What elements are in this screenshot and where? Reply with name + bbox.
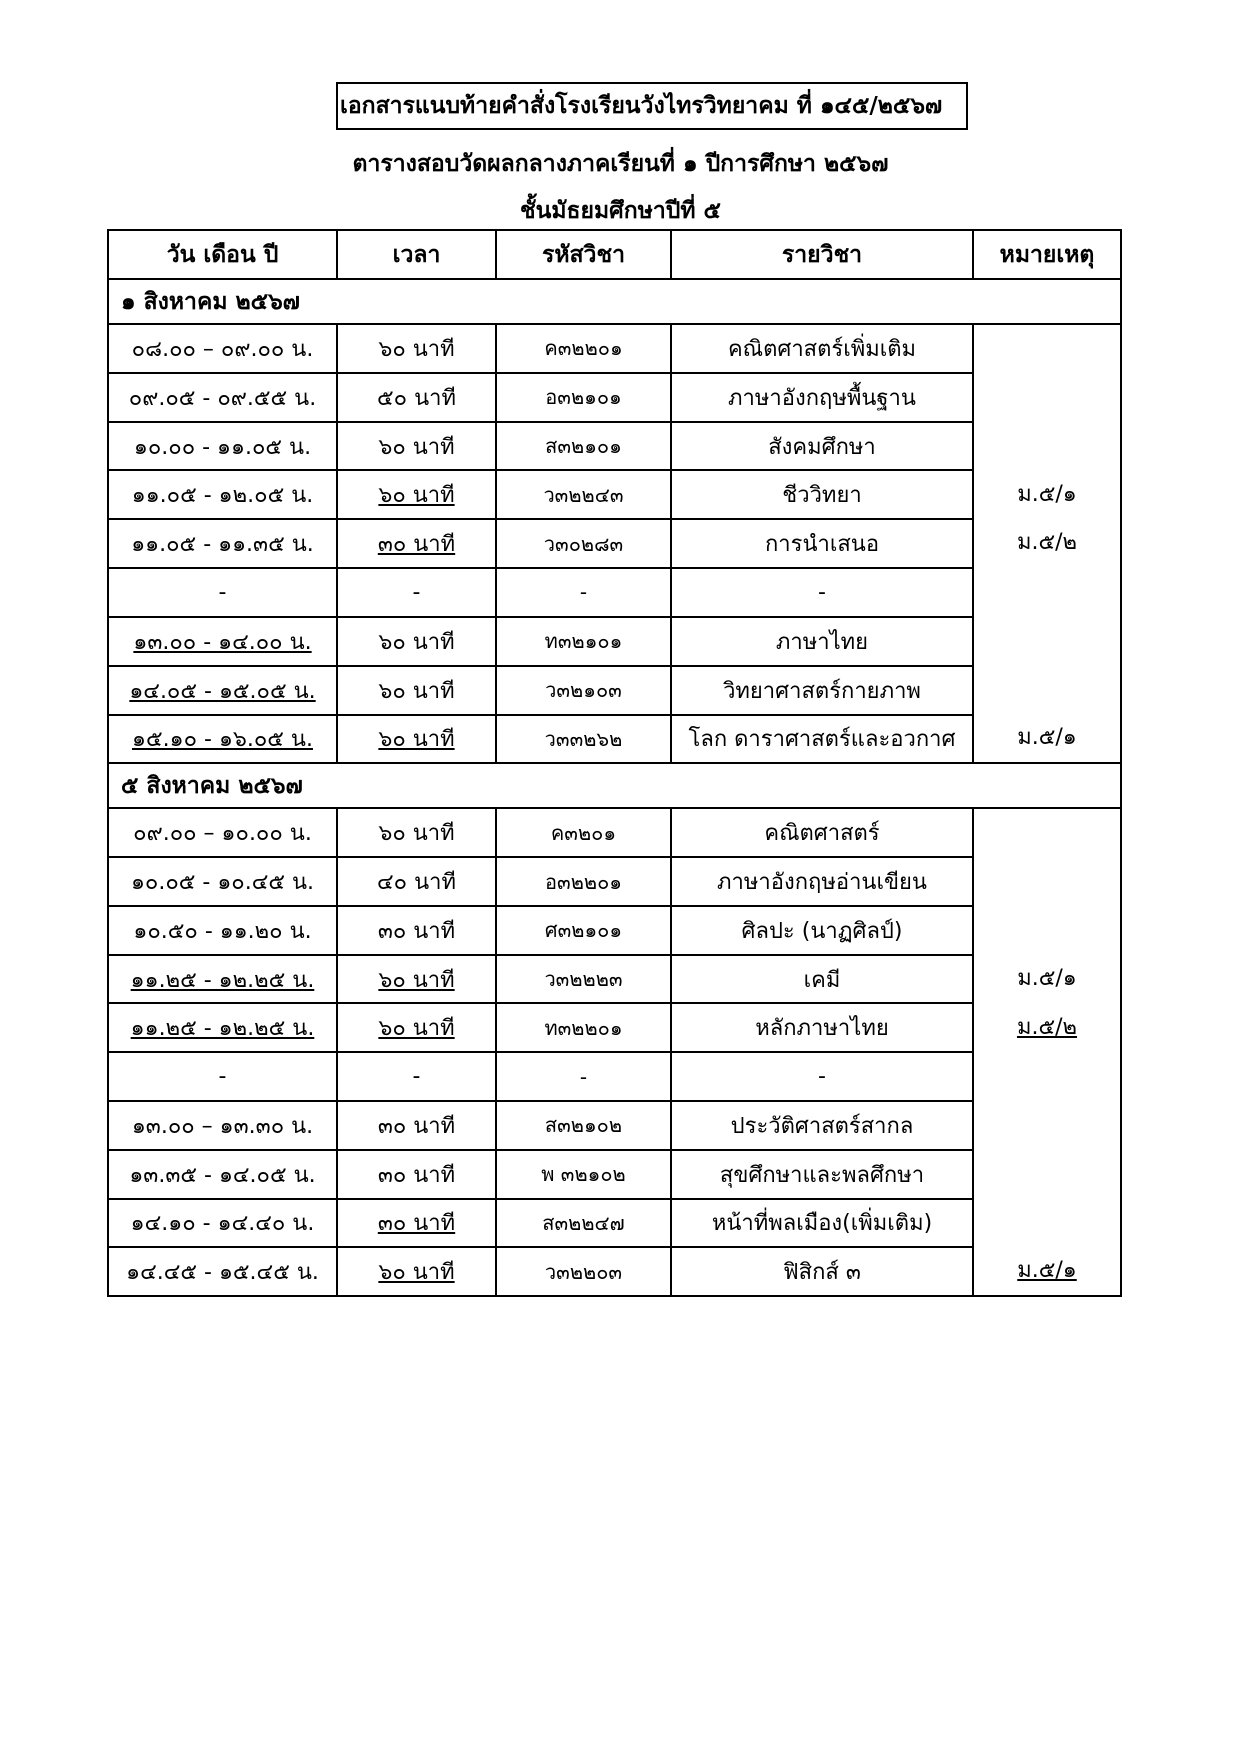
exam-duration: ๖๐ นาที (378, 967, 455, 993)
subject-code: อ๓๒๑๐๑ (496, 373, 671, 422)
duration-cell (337, 1199, 496, 1248)
time-cell (108, 568, 337, 617)
table-row (108, 470, 1121, 519)
subject-name: คณิตศาสตร์เพิ่มเติม (671, 324, 973, 373)
remark-class: ม.๕/๑ (1017, 481, 1077, 507)
duration-cell (337, 1101, 496, 1150)
exam-time: ๑๑.๐๕ - ๑๒.๐๕ น. (131, 483, 314, 509)
table-row (108, 1247, 1121, 1296)
table-row (108, 715, 1121, 764)
document-title: ตารางสอบวัดผลกลางภาคเรียนที่ ๑ ปีการศึกษา ๒๕๖๗ (352, 151, 889, 177)
table-row (108, 857, 1121, 906)
remark-cell (973, 808, 1121, 1296)
subject-code: ส๓๒๑๐๒ (496, 1101, 671, 1150)
subject-code: ส๓๒๑๐๑ (496, 422, 671, 471)
exam-duration: ๓๐ นาที (377, 1162, 456, 1188)
subject-name: ชีววิทยา (671, 470, 973, 519)
subject-code: ค๓๒๒๐๑ (496, 324, 671, 373)
table-row (108, 1003, 1121, 1052)
time-cell (108, 666, 337, 715)
time-cell (108, 1003, 337, 1052)
exam-duration: ๖๐ นาที (378, 629, 455, 655)
subject-code: ว๓๓๒๖๒ (496, 715, 671, 764)
subject-code: ท๓๒๑๐๑ (496, 617, 671, 666)
exam-duration: ๕๐ นาที (377, 385, 456, 411)
exam-duration: ๓๐ นาที (377, 1211, 456, 1237)
exam-time: ๐๙.๐๐ – ๑๐.๐๐ น. (133, 821, 312, 847)
time-cell (108, 715, 337, 764)
table-body (108, 279, 1121, 1296)
duration-cell (337, 808, 496, 857)
time-cell (108, 1150, 337, 1199)
time-cell (108, 470, 337, 519)
table-row (108, 1052, 1121, 1101)
table-row (108, 955, 1121, 1004)
table-row (108, 666, 1121, 715)
subject-name: ประวัติศาสตร์สากล (671, 1101, 973, 1150)
exam-time: ๐๘.๐๐ – ๐๙.๐๐ น. (131, 336, 314, 362)
duration-cell (337, 1003, 496, 1052)
time-cell (108, 857, 337, 906)
remark-class (978, 907, 1116, 956)
subject-code: ค๓๒๐๑ (496, 808, 671, 857)
remark-class (978, 665, 1116, 714)
exam-time: - (218, 1064, 227, 1090)
remark-class (978, 1052, 1116, 1101)
table-row (108, 1150, 1121, 1199)
exam-time: ๑๔.๑๐ - ๑๔.๔๐ น. (130, 1211, 315, 1237)
subject-code: ส๓๒๒๔๗ (496, 1199, 671, 1248)
header-remark: หมายเหตุ (973, 230, 1121, 279)
subject-name: สุขศึกษาและพลศึกษา (671, 1150, 973, 1199)
remark-class (978, 1198, 1116, 1247)
table-row (108, 373, 1121, 422)
subject-name: หน้าที่พลเมือง(เพิ่มเติม) (671, 1199, 973, 1248)
remark-class (978, 325, 1116, 374)
exam-duration: ๖๐ นาที (378, 1016, 455, 1042)
subject-name: - (671, 1052, 973, 1101)
exam-duration: ๖๐ นาที (378, 821, 455, 847)
remark-class (978, 809, 1116, 858)
duration-cell (337, 1247, 496, 1296)
table-row (108, 906, 1121, 955)
exam-time: ๑๐.๐๐ - ๑๑.๐๕ น. (133, 434, 312, 460)
subject-name: ภาษาอังกฤษพื้นฐาน (671, 373, 973, 422)
table-row (108, 422, 1121, 471)
table-row (108, 324, 1121, 373)
subject-code: ว๓๒๒๒๓ (496, 955, 671, 1004)
subject-code: ว๓๒๒๔๓ (496, 470, 671, 519)
duration-cell (337, 1052, 496, 1101)
time-cell (108, 906, 337, 955)
exam-duration: ๓๐ นาที (377, 1113, 456, 1139)
time-cell (108, 1247, 337, 1296)
exam-duration: ๖๐ นาที (378, 483, 455, 509)
subject-name: สังคมศึกษา (671, 422, 973, 471)
table-row (108, 568, 1121, 617)
subject-code: ว๓๒๑๐๓ (496, 666, 671, 715)
exam-duration: ๓๐ นาที (377, 532, 456, 558)
subject-code: - (496, 568, 671, 617)
duration-cell (337, 617, 496, 666)
exam-schedule-table (107, 229, 1122, 1297)
time-cell (108, 1052, 337, 1101)
header-row (108, 230, 1121, 279)
exam-time: ๑๑.๐๕ - ๑๑.๓๕ น. (131, 532, 314, 558)
remark-class: ม.๕/๑ (1017, 966, 1077, 992)
subject-code: - (496, 1052, 671, 1101)
header-subject-code: รหัสวิชา (496, 230, 671, 279)
subject-code: อ๓๒๒๐๑ (496, 857, 671, 906)
exam-time: ๑๕.๑๐ - ๑๖.๐๕ น. (132, 727, 313, 753)
date-row (108, 279, 1121, 324)
exam-duration: ๖๐ นาที (378, 727, 455, 753)
exam-time: ๑๓.๐๐ – ๑๓.๓๐ น. (131, 1113, 314, 1139)
duration-cell (337, 470, 496, 519)
subject-code: ว๓๒๒๐๓ (496, 1247, 671, 1296)
duration-cell (337, 373, 496, 422)
time-cell (108, 519, 337, 568)
table-row (108, 519, 1121, 568)
document-reference-box: เอกสารแนบท้ายคำสั่งโรงเรียนวังไทรวิทยาคม ที่ ๑๔๕/๒๕๖๗ (336, 82, 968, 130)
exam-time: ๑๓.๓๕ - ๑๔.๐๕ น. (129, 1162, 316, 1188)
table-row (108, 1101, 1121, 1150)
table-row (108, 617, 1121, 666)
header-subject: รายวิชา (671, 230, 973, 279)
duration-cell (337, 715, 496, 764)
exam-time: ๑๑.๒๕ - ๑๒.๒๕ น. (130, 967, 315, 993)
time-cell (108, 955, 337, 1004)
exam-time: - (218, 579, 227, 605)
remark-class (978, 568, 1116, 617)
subject-name: ภาษาอังกฤษอ่านเขียน (671, 857, 973, 906)
exam-date: ๑ สิงหาคม ๒๕๖๗ (108, 279, 1121, 324)
exam-duration: ๔๐ นาที (377, 870, 456, 896)
exam-time: ๑๓.๐๐ - ๑๔.๐๐ น. (133, 629, 312, 655)
time-cell (108, 1101, 337, 1150)
exam-duration: ๖๐ นาที (378, 336, 455, 362)
exam-time: ๑๔.๐๕ - ๑๕.๐๕ น. (129, 678, 316, 704)
duration-cell (337, 519, 496, 568)
duration-cell (337, 568, 496, 617)
time-cell (108, 808, 337, 857)
remark-class (978, 1150, 1116, 1199)
subject-name: โลก ดาราศาสตร์และอวกาศ (671, 715, 973, 764)
exam-time: ๑๑.๒๕ - ๑๒.๒๕ น. (130, 1016, 315, 1042)
duration-cell (337, 857, 496, 906)
duration-cell (337, 666, 496, 715)
subject-name: ภาษาไทย (671, 617, 973, 666)
remark-class (978, 858, 1116, 907)
remark-class: ม.๕/๒ (1016, 1014, 1078, 1040)
subject-name: ฟิสิกส์ ๓ (671, 1247, 973, 1296)
duration-cell (337, 422, 496, 471)
remark-cell (973, 324, 1121, 763)
exam-duration: ๖๐ นาที (378, 678, 455, 704)
exam-duration: ๖๐ นาที (378, 1260, 455, 1286)
remark-class (978, 374, 1116, 423)
duration-cell (337, 906, 496, 955)
time-cell (108, 324, 337, 373)
subject-name: ศิลปะ (นาฏศิลป์) (671, 906, 973, 955)
exam-duration: - (412, 579, 421, 605)
remark-class (978, 422, 1116, 471)
duration-cell (337, 955, 496, 1004)
remark-class: ม.๕/๑ (1017, 724, 1077, 750)
subject-name: หลักภาษาไทย (671, 1003, 973, 1052)
header-date: วัน เดือน ปี (108, 230, 337, 279)
table-row (108, 1199, 1121, 1248)
subject-code: ท๓๒๒๐๑ (496, 1003, 671, 1052)
remark-class: ม.๕/๒ (1016, 530, 1078, 556)
exam-duration: - (412, 1064, 421, 1090)
header-time: เวลา (337, 230, 496, 279)
document-subtitle: ชั้นมัธยมศึกษาปีที่ ๕ (520, 198, 721, 224)
remark-class (978, 617, 1116, 666)
time-cell (108, 373, 337, 422)
remark-class: ม.๕/๑ (1017, 1257, 1077, 1283)
time-cell (108, 1199, 337, 1248)
duration-cell (337, 1150, 496, 1199)
time-cell (108, 422, 337, 471)
exam-time: ๑๐.๐๕ - ๑๐.๔๕ น. (130, 870, 315, 896)
exam-duration: ๓๐ นาที (377, 918, 456, 944)
exam-time: ๑๔.๔๕ - ๑๕.๔๕ น. (126, 1260, 319, 1286)
subject-code: ศ๓๒๑๐๑ (496, 906, 671, 955)
table-header (108, 230, 1121, 279)
date-row (108, 763, 1121, 808)
subject-code: ว๓๐๒๘๓ (496, 519, 671, 568)
table-row (108, 808, 1121, 857)
subject-code: พ ๓๒๑๐๒ (496, 1150, 671, 1199)
exam-time: ๑๐.๕๐ - ๑๑.๒๐ น. (133, 918, 312, 944)
exam-time: ๐๙.๐๕ - ๐๙.๕๕ น. (128, 385, 317, 411)
subject-name: เคมี (671, 955, 973, 1004)
subject-name: การนำเสนอ (671, 519, 973, 568)
subject-name: คณิตศาสตร์ (671, 808, 973, 857)
subject-name: วิทยาศาสตร์กายภาพ (671, 666, 973, 715)
duration-cell (337, 324, 496, 373)
time-cell (108, 617, 337, 666)
exam-date: ๕ สิงหาคม ๒๕๖๗ (108, 763, 1121, 808)
remark-class (978, 1101, 1116, 1150)
exam-duration: ๖๐ นาที (378, 434, 455, 460)
subject-name: - (671, 568, 973, 617)
